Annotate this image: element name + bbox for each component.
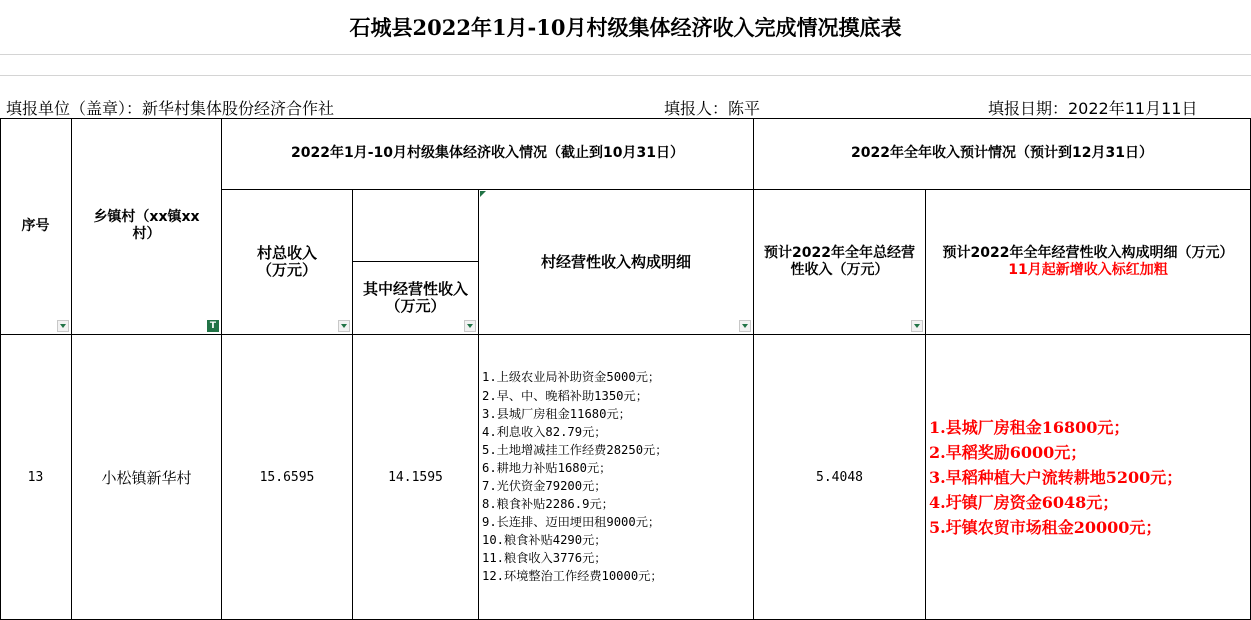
header-group-forecast-text: 2022年全年收入预计情况（预计到12月31日）: [851, 145, 1153, 161]
header-forecast-total-text: 预计2022年全年总经营性收入（万元）: [764, 245, 915, 278]
header-forecast-total: [754, 190, 926, 335]
header-seq-text: 序号: [21, 217, 50, 234]
filter-active-icon[interactable]: T: [207, 320, 219, 332]
cell-operating-income[interactable]: [353, 335, 479, 620]
detail-item: 12.环境整治工作经费10000元；: [482, 569, 663, 584]
forecast-item: 1.县城厂房租金16800元；: [929, 417, 1130, 437]
header-group-current: [222, 118, 754, 190]
detail-item: 10.粮食补贴4290元；: [482, 533, 607, 548]
detail-item: 6.耕地力补贴1680元；: [482, 460, 612, 475]
reporter-label: 填报人：陈平: [664, 99, 761, 118]
header-village-text: 乡镇村（xx镇xx村）: [93, 209, 200, 242]
cell-operating-income-text: 14.1595: [388, 469, 443, 485]
forecast-item: 4.圩镇厂房资金6048元；: [929, 492, 1119, 512]
header-operating-detail: [479, 190, 754, 335]
header-group-current-text: 2022年1月-10月村级集体经济收入情况（截止到10月31日）: [291, 145, 684, 161]
cell-total-income-text: 15.6595: [259, 469, 315, 485]
header-forecast-detail: [926, 190, 1251, 335]
header-forecast-note: 11月起新增收入标红加粗: [1008, 262, 1168, 278]
header-operating-detail-text: 村经营性收入构成明细: [540, 252, 691, 271]
header-total-income-text: 村总收入（万元）: [256, 244, 317, 279]
filter-dropdown-operating-income[interactable]: [464, 320, 476, 332]
cell-operating-detail[interactable]: [479, 335, 754, 620]
unit-label: 填报单位（盖章）：新华村集体股份经济合作社: [6, 99, 335, 118]
detail-item: 3.县城厂房租金11680元；: [482, 406, 631, 421]
cell-village-text: 小松镇新华村: [101, 468, 192, 487]
page-title: 石城县2022年1月-10月村级集体经济收入完成情况摸底表: [0, 0, 1251, 55]
forecast-item: 5.圩镇农贸市场租金20000元；: [929, 517, 1162, 537]
header-operating-income: [353, 262, 479, 335]
detail-item: 2.早、中、晚稻补助1350元；: [482, 388, 648, 403]
filter-dropdown-seq[interactable]: [57, 320, 69, 332]
forecast-item: 2.早稻奖励6000元；: [929, 442, 1087, 462]
detail-item: 11.粮食收入3776元；: [482, 551, 607, 566]
cell-forecast-total-text: 5.4048: [816, 469, 863, 485]
cell-forecast-detail[interactable]: [926, 335, 1251, 620]
filter-dropdown-forecast-total[interactable]: [911, 320, 923, 332]
header-seq: [0, 118, 72, 335]
detail-item: 8.粮食补贴2286.9元；: [482, 497, 614, 512]
cell-total-income[interactable]: [222, 335, 353, 620]
detail-item: 1.上级农业局补助资金5000元；: [482, 370, 661, 385]
detail-item: 5.土地增减挂工作经费28250元；: [482, 442, 668, 457]
header-operating-income-text: 其中经营性收入（万元）: [362, 280, 468, 315]
header-forecast-detail-text: 预计2022年全年经营性收入构成明细（万元）: [942, 245, 1234, 261]
header-group-forecast: [754, 118, 1251, 190]
detail-item: 7.光伏资金79200元；: [482, 479, 607, 493]
forecast-list: [929, 415, 1182, 540]
detail-item: 4.利息收入82.79元；: [482, 424, 607, 439]
cell-seq-text: 13: [27, 469, 44, 485]
comment-marker[interactable]: [480, 191, 486, 197]
detail-item: 9.长连排、迈田埂田租9000元；: [482, 515, 661, 530]
cell-seq[interactable]: [0, 335, 72, 620]
header-empty-cell: [353, 190, 479, 262]
detail-list: [482, 368, 667, 585]
cell-forecast-total[interactable]: [754, 335, 926, 620]
header-village: [72, 118, 222, 335]
header-total-income: [222, 190, 353, 335]
filter-dropdown-total-income[interactable]: [338, 320, 350, 332]
gridline: [0, 75, 1251, 76]
date-label: 填报日期：2022年11月11日: [988, 99, 1198, 118]
cell-village[interactable]: [72, 335, 222, 620]
filter-dropdown-operating-detail[interactable]: [739, 320, 751, 332]
forecast-item: 3.早稻种植大户流转耕地5200元；: [929, 467, 1183, 487]
